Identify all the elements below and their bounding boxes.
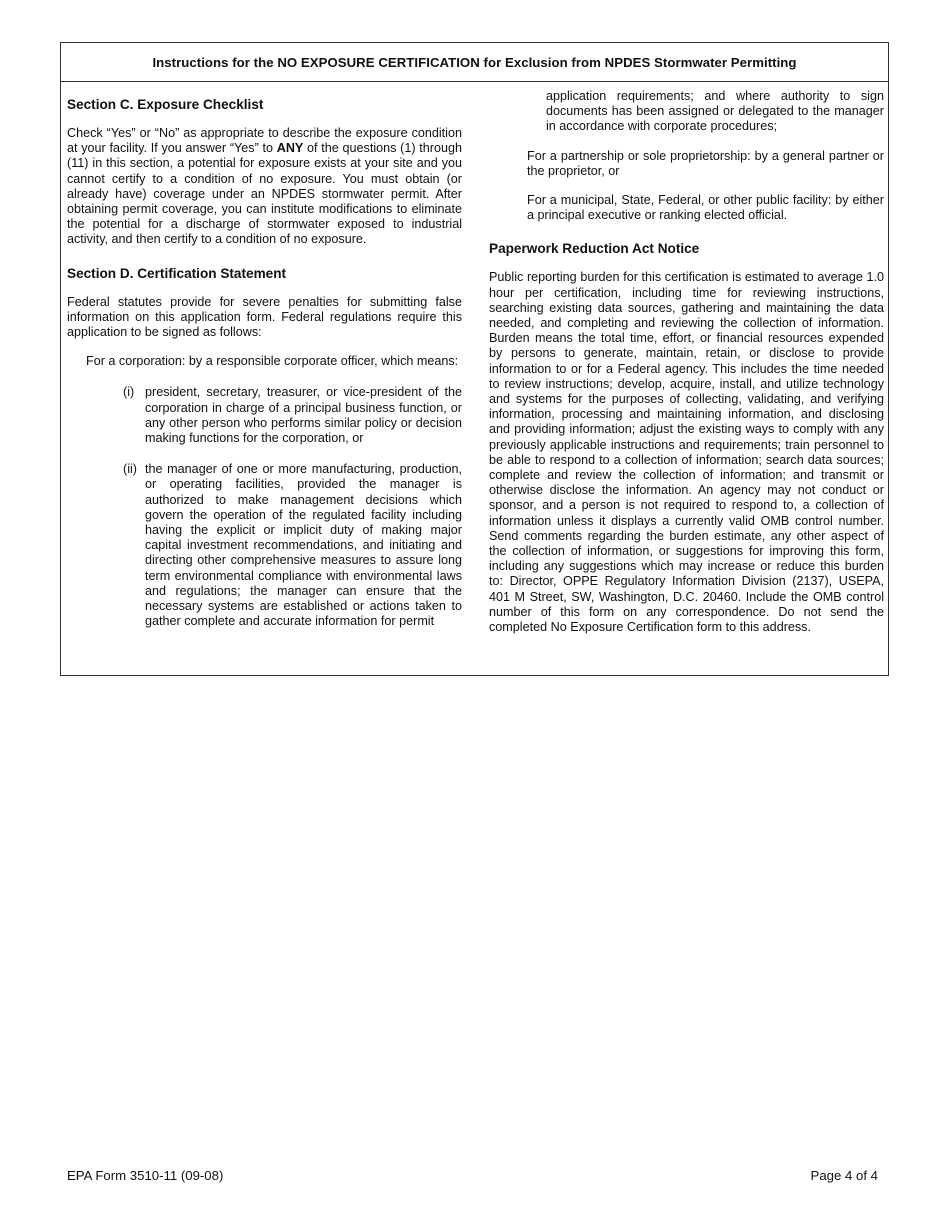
left-column (67, 81, 462, 629)
list-item-number: (ii) (123, 462, 137, 477)
form-number: EPA Form 3510-11 (09-08) (67, 1168, 224, 1183)
paperwork-paragraph: Public reporting burden for this certification is estimated to average 1.0 hour per certification, including time for reviewing instructions, searching existing data sources, gathering and maintaining the data needed, and completing and reviewing the collection of information. Burden means the total time, effort, or financial resources expended by persons to generate, maintain, retain, or disclose to provide information to or for a Federal agency. This includes the time needed to review instructions; develop, acquire, install, and utilize technology and systems for the purposes of collecting, validating, and verifying information, processing and maintaining information, and disclosing and providing information; adjust the existing ways to comply with any previously applicable instructions and requirements; train personnel to be able to respond to a collection of information; search data sources; complete and review the collection of information; and transmit or otherwise disclose the information. An agency may not conduct or sponsor, and a person is not required to respond to, a collection of information unless it displays a currently valid OMB control number. Send comments regarding the burden estimate, any other aspect of the collection of information, or suggestions for improving this form, including any suggestions which may increase or reduce this burden to: Director, OPPE Regulatory Information Division (2137), USEPA, 401 M Street, SW, Washington, D.C. 20460. Include the OMB control number of this form on any correspondence. Do not send the completed No Exposure Certification form to this address. (489, 270, 884, 635)
section-d-paragraph: Federal statutes provide for severe penalties for submitting false information on this application form. Federal regulations require this application to be signed as follows: (67, 294, 462, 340)
section-d-heading: Section D. Certification Statement (67, 265, 287, 281)
list-item-text: the manager of one or more manufacturing, production, or operating facilities, provided the manager is authorized to make management decisions which govern the operation of the regulated facility including having the explicit or implicit duty of making major capital investment recommendations, and initiating and directing other comprehensive measures to assure long term environmental compliance with environmental laws and regulations; the manager can ensure that the necessary systems are established or actions taken to gather complete and accurate information for permit (145, 462, 462, 629)
section-c-text-end: of the questions (1) through (11) in this section, a potential for exposure exists at your site and you cannot certify to a condition of no exposure. You must obtain (or already have) coverage under an NPDES stormwater permit. After obtaining permit coverage, you can institute modifications to eliminate the potential for a discharge of stormwater exposed to industrial activity, and then certify to a condition of no exposure. (67, 141, 462, 247)
list-item-number: (i) (123, 385, 135, 400)
document-title: Instructions for the NO EXPOSURE CERTIFICATION for Exclusion from NPDES Stormwater Permitting (61, 43, 888, 82)
paperwork-heading: Paperwork Reduction Act Notice (489, 241, 700, 257)
section-c-text-start: Check “Yes” or “No” as appropriate to describe the exposure condition at your facility. If you answer “Yes” to (67, 126, 462, 156)
instructions-box (60, 42, 889, 676)
municipal-signature-rule: For a municipal, State, Federal, or other public facility: by either a principal executive or ranking elected official. (527, 193, 884, 223)
page-number: Page 4 of 4 (810, 1168, 878, 1183)
right-column (489, 81, 884, 635)
list-item (123, 385, 462, 446)
list-item (123, 462, 462, 629)
list-item-continuation: application requirements; and where authority to sign documents has been assigned or delegated to the manager in accordance with corporate procedures; (546, 89, 884, 134)
corporation-intro: For a corporation: by a responsible corporate officer, which means: (86, 354, 459, 369)
list-item-text: president, secretary, treasurer, or vice-president of the corporation in charge of a principal business function, or any other person who performs similar policy or decision making functions for the corporation, or (145, 385, 462, 446)
partnership-signature-rule: For a partnership or sole proprietorship: by a general partner or the proprietor, or (527, 148, 884, 178)
section-c-emphasis: ANY (276, 141, 304, 156)
section-c-heading: Section C. Exposure Checklist (67, 97, 264, 112)
section-c-paragraph (67, 126, 462, 248)
